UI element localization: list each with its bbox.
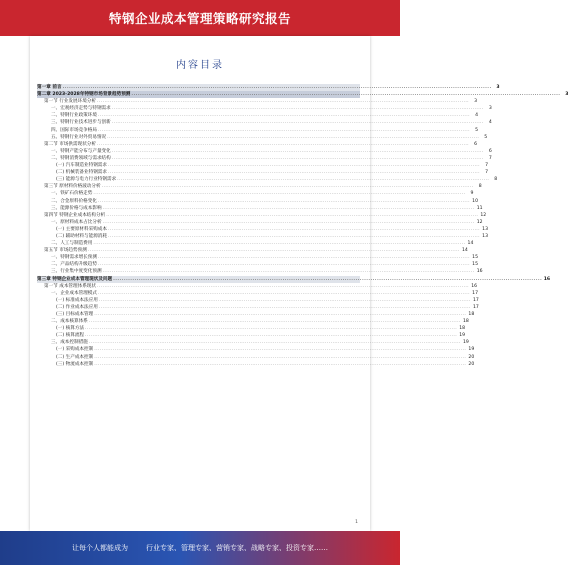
- toc-leader-dots: [97, 283, 469, 290]
- toc-entry-title: (一) 标准成本法应用: [56, 297, 98, 303]
- toc-entry-page: 12: [480, 212, 487, 218]
- page-number: 1: [355, 520, 358, 525]
- toc-entry[interactable]: [37, 141, 478, 148]
- toc-entry-title: (一) 采购成本控制: [56, 347, 94, 353]
- toc-entry[interactable]: [37, 283, 478, 290]
- toc-leader-dots: [85, 325, 457, 332]
- toc-entry-page: 19: [468, 347, 475, 353]
- toc-entry-title: 一、企业成本管理模式: [51, 290, 97, 296]
- toc-entry-page: 8: [478, 184, 482, 190]
- toc-entry-page: 4: [488, 120, 492, 126]
- toc-leader-dots: [89, 339, 461, 346]
- toc-leader-dots: [98, 290, 470, 297]
- toc-entry-title: 一、原材料成本占比分析: [51, 219, 102, 225]
- toc-leader-dots: [108, 162, 480, 169]
- toc-entry-title: (二) 机械装备业特钢需求: [56, 170, 107, 176]
- toc-entry[interactable]: [37, 183, 482, 190]
- toc-entry-title: 二、人工与制造费用: [51, 241, 93, 247]
- toc-entry-page: 7: [485, 170, 489, 176]
- toc-entry[interactable]: [37, 84, 500, 91]
- toc-entry-page: 18: [468, 312, 475, 317]
- toc-entry-page: 7: [485, 163, 489, 169]
- toc-entry[interactable]: [37, 148, 492, 155]
- toc-entry-title: (二) 生产成本控制: [56, 354, 94, 360]
- toc-entry[interactable]: [37, 134, 488, 141]
- toc-entry[interactable]: [37, 98, 478, 105]
- footer-banner: [0, 531, 400, 565]
- toc-entry-title: 第一章 前言: [37, 85, 62, 90]
- toc-entry-title: 三、特钢行业技术进步与创新: [51, 120, 111, 126]
- toc-entry-title: (一) 主要原材料采购成本: [56, 226, 107, 232]
- toc-entry[interactable]: [37, 247, 468, 254]
- footer-text: [0, 531, 400, 565]
- toc-entry-title: 二、特钢行业政策环境: [51, 113, 97, 119]
- toc-entry-title: (三) 目标成本管理: [56, 312, 94, 317]
- toc-entry-title: 第三节 原材料价格波动分析: [44, 184, 101, 190]
- toc-entry-title: (二) 辅助材料与能源消耗: [56, 233, 107, 239]
- toc-entry-title: 第三章 特钢企业成本管理现状及问题: [37, 276, 113, 282]
- toc-leader-dots: [63, 84, 492, 91]
- toc-leader-dots: [89, 318, 461, 325]
- toc-entry[interactable]: [37, 190, 474, 197]
- toc-entry-page: 6: [488, 148, 492, 154]
- toc-entry-page: 14: [462, 248, 468, 254]
- toc-leader-dots: [99, 297, 471, 304]
- toc-entry[interactable]: [37, 297, 479, 304]
- footer-slogan-left: 让每个人都能成为: [72, 544, 128, 552]
- toc-entry-title: 第四节 特钢企业成本结构分析: [44, 212, 106, 218]
- toc-entry[interactable]: [37, 105, 492, 112]
- toc-entry[interactable]: [37, 155, 492, 162]
- toc-entry-title: 二、产品结构升级趋势: [51, 262, 97, 268]
- toc-entry-page: 3: [488, 106, 492, 112]
- toc-entry[interactable]: [37, 91, 568, 98]
- toc-entry-title: 一、宏观经济走势与特钢需求: [51, 106, 111, 112]
- toc-leader-dots: [93, 240, 465, 247]
- toc-heading: 内容目录: [176, 60, 224, 71]
- report-title: 特钢企业成本管理策略研究报告: [108, 11, 291, 26]
- toc-entry[interactable]: [37, 127, 478, 134]
- toc-leader-dots: [112, 119, 484, 126]
- toc-entry-page: 12: [476, 219, 483, 225]
- toc-entry-page: 10: [472, 198, 478, 204]
- toc-entry-title: 一、特钢需求增长预测: [51, 255, 97, 261]
- toc-entry-page: 18: [462, 319, 469, 325]
- toc-entry-page: 4: [475, 113, 478, 119]
- toc-entry-page: 3: [496, 85, 500, 90]
- toc-entry[interactable]: [37, 198, 478, 205]
- toc-leader-dots: [98, 254, 470, 261]
- toc-entry-page: 3: [474, 99, 478, 105]
- toc-entry-title: 一、铁矿石价格走势: [51, 191, 93, 197]
- toc-entry-title: 一、特钢产能分布与产量变化: [51, 148, 111, 154]
- toc-leader-dots: [103, 205, 475, 212]
- toc-leader-dots: [108, 226, 480, 233]
- toc-entry[interactable]: [37, 318, 469, 325]
- toc-entry-page: 9: [470, 191, 474, 197]
- toc-entry-title: 第二节 市场供需现状分析: [44, 141, 96, 147]
- toc-entry-page: 17: [472, 297, 479, 303]
- toc-entry-page: 5: [484, 134, 488, 140]
- toc-entry-title: (一) 汽车制造业特钢需求: [56, 163, 107, 169]
- toc-entry-title: 三、能源价格与成本影响: [51, 205, 102, 211]
- toc-leader-dots: [106, 212, 478, 219]
- toc-leader-dots: [102, 183, 474, 190]
- toc-leader-dots: [99, 304, 471, 311]
- toc-entry-page: 7: [488, 155, 492, 161]
- toc-leader-dots: [112, 105, 484, 112]
- toc-entry-page: 15: [472, 255, 478, 261]
- toc-entry[interactable]: [37, 276, 551, 283]
- toc-leader-dots: [94, 361, 466, 368]
- table-of-contents: [37, 84, 568, 368]
- toc-entry[interactable]: [37, 240, 474, 247]
- toc-leader-dots: [93, 190, 465, 197]
- toc-entry-page: 20: [468, 354, 475, 360]
- toc-leader-dots: [112, 148, 484, 155]
- toc-entry[interactable]: [37, 119, 492, 126]
- toc-entry[interactable]: [37, 325, 466, 332]
- footer-slogan-right: 行业专家、管理专家、营销专家、战略专家、投资专家……: [146, 544, 328, 552]
- toc-entry[interactable]: [37, 176, 498, 183]
- toc-entry-page: 15: [472, 262, 478, 268]
- toc-entry[interactable]: [37, 361, 475, 368]
- toc-entry[interactable]: [37, 169, 489, 176]
- toc-leader-dots: [103, 219, 475, 226]
- toc-entry-page: 5: [475, 127, 478, 133]
- toc-entry[interactable]: [37, 311, 475, 318]
- toc-leader-dots: [131, 91, 560, 98]
- toc-entry[interactable]: [37, 339, 469, 346]
- toc-entry[interactable]: [37, 332, 466, 339]
- toc-entry[interactable]: [37, 226, 489, 233]
- toc-entry[interactable]: [37, 290, 478, 297]
- toc-entry-page: 13: [482, 226, 489, 232]
- toc-entry[interactable]: [37, 112, 478, 119]
- toc-entry-title: 三、成本控制措施: [51, 340, 88, 346]
- toc-entry-page: 3: [565, 92, 568, 98]
- toc-entry[interactable]: [37, 219, 483, 226]
- toc-entry-title: 二、合金原料价格变化: [51, 198, 97, 204]
- toc-leader-dots: [94, 346, 466, 353]
- toc-leader-dots: [85, 332, 457, 339]
- toc-entry[interactable]: [37, 254, 478, 261]
- toc-entry-page: 19: [459, 333, 466, 339]
- toc-leader-dots: [88, 247, 460, 254]
- toc-leader-dots: [94, 311, 466, 318]
- toc-entry-title: 二、成本核算体系: [51, 319, 88, 325]
- toc-entry-page: 17: [472, 290, 478, 296]
- toc-entry[interactable]: [37, 354, 475, 361]
- toc-entry-title: 二、特钢消费领域与需求结构: [51, 155, 111, 161]
- toc-leader-dots: [98, 127, 470, 134]
- toc-entry[interactable]: [37, 233, 489, 240]
- toc-entry-page: 11: [476, 205, 483, 211]
- toc-entry[interactable]: [37, 268, 483, 275]
- toc-leader-dots: [112, 155, 484, 162]
- toc-entry[interactable]: [37, 346, 475, 353]
- toc-entry-page: 8: [494, 177, 498, 183]
- toc-entry-page: 18: [459, 326, 466, 332]
- toc-entry[interactable]: [37, 212, 487, 219]
- toc-entry-page: 16: [471, 283, 478, 289]
- toc-entry[interactable]: [37, 205, 483, 212]
- toc-entry-title: 四、国际市场竞争格局: [51, 127, 97, 133]
- toc-entry-title: (二) 核算流程: [56, 333, 85, 339]
- toc-leader-dots: [117, 176, 489, 183]
- toc-entry-title: 第一节 行业发展环境分析: [44, 99, 96, 105]
- toc-entry[interactable]: [37, 261, 478, 268]
- toc-leader-dots: [98, 198, 470, 205]
- toc-entry[interactable]: [37, 162, 489, 169]
- toc-leader-dots: [98, 112, 470, 119]
- toc-entry-title: 三、行业集中度变化预测: [51, 269, 102, 275]
- toc-entry-page: 16: [476, 269, 483, 275]
- toc-leader-dots: [97, 98, 469, 105]
- toc-leader-dots: [113, 276, 542, 283]
- toc-entry-title: (三) 能源与电力行业特钢需求: [56, 177, 117, 183]
- report-header: [0, 0, 400, 36]
- toc-entry-page: 6: [474, 141, 478, 147]
- toc-entry-title: 五、特钢行业对外贸易情况: [51, 134, 107, 140]
- toc-leader-dots: [107, 134, 479, 141]
- toc-entry-title: 第五节 市场趋势预测: [44, 248, 87, 254]
- toc-entry-page: 19: [462, 340, 469, 346]
- toc-leader-dots: [103, 268, 475, 275]
- toc-leader-dots: [108, 169, 480, 176]
- toc-leader-dots: [108, 233, 480, 240]
- toc-entry-title: (三) 物流成本控制: [56, 361, 94, 367]
- toc-entry[interactable]: [37, 304, 479, 311]
- toc-entry-page: 14: [467, 241, 474, 247]
- toc-entry-page: 17: [472, 304, 479, 310]
- toc-entry-page: 16: [543, 276, 551, 282]
- toc-entry-title: (二) 作业成本法应用: [56, 304, 98, 310]
- toc-entry-title: 第一节 成本管理体系现状: [44, 283, 96, 289]
- toc-entry-page: 20: [468, 361, 475, 367]
- toc-leader-dots: [97, 141, 469, 148]
- toc-leader-dots: [94, 354, 466, 361]
- document-page: [30, 36, 568, 531]
- toc-entry-title: 第二章 2023-2028年特钢市场背景趋势预测: [37, 92, 131, 98]
- toc-entry-title: (一) 核算方法: [56, 326, 85, 332]
- toc-leader-dots: [98, 261, 470, 268]
- toc-entry-page: 13: [482, 233, 489, 239]
